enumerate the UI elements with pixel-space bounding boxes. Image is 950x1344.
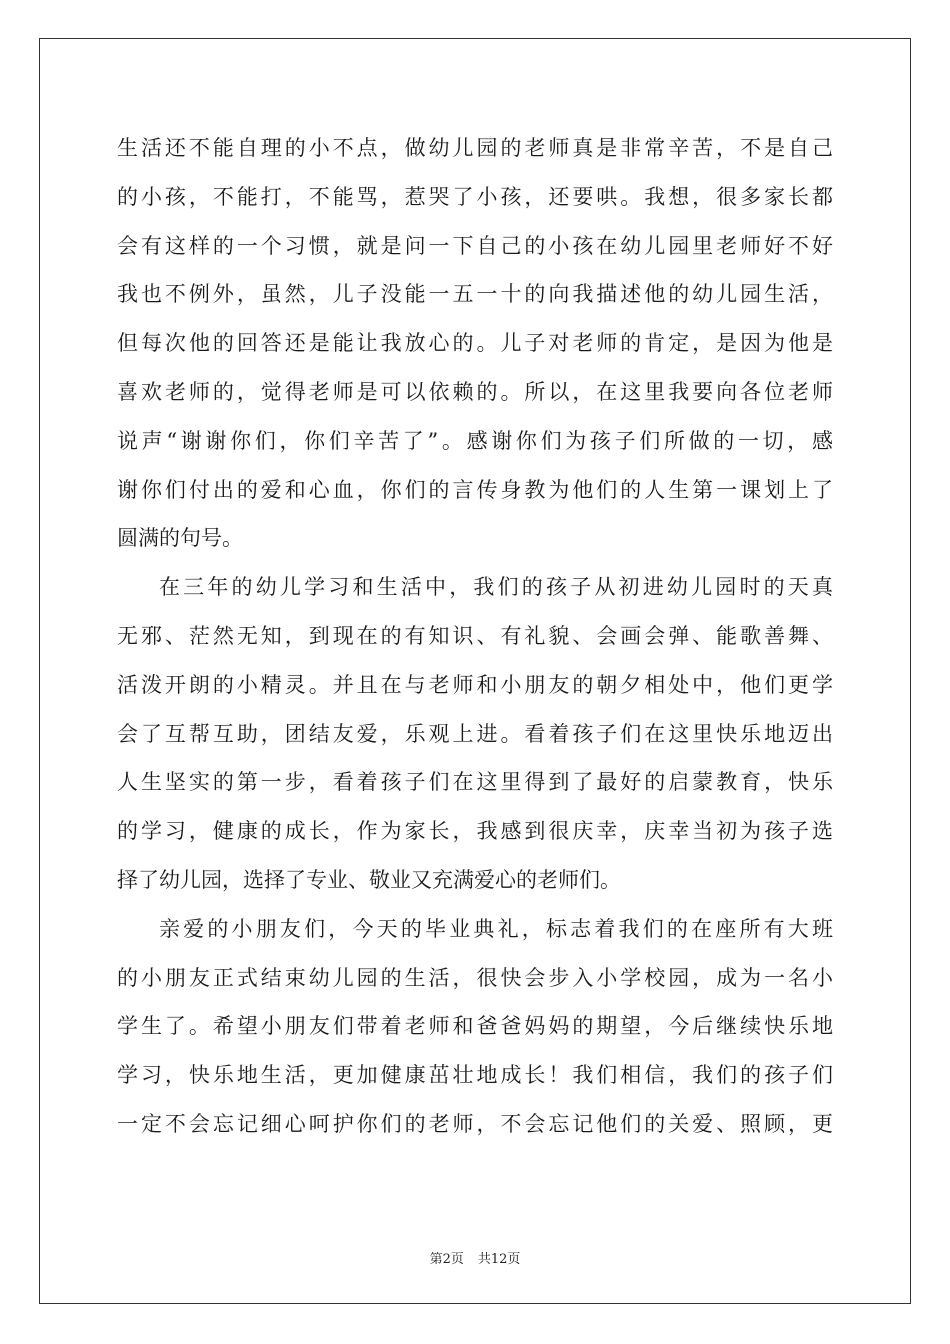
text-line: 生活还不能自理的小不点，做幼儿园的老师真是非常辛苦，不是自己 bbox=[117, 136, 833, 160]
text-line: 会有这样的一个习惯，就是问一下自己的小孩在幼儿园里老师好不好 bbox=[117, 233, 833, 258]
page-number: 第2页 bbox=[429, 1252, 464, 1267]
text-line: 谢你们付出的爱和心血，你们的言传身教为他们的人生第一课划上了 bbox=[117, 477, 833, 502]
text-line: 学生了。希望小朋友们带着老师和爸爸妈妈的期望，今后继续快乐地 bbox=[117, 1014, 833, 1039]
text-line: 的小朋友正式结束幼儿园的生活，很快会步入小学校园，成为一名小 bbox=[117, 965, 833, 990]
text-line: 会了互帮互助，团结友爱，乐观上进。看着孩子们在这里快乐地迈出 bbox=[117, 721, 833, 746]
text-line: 学习，快乐地生活，更加健康茁壮地成长！我们相信，我们的孩子们 bbox=[117, 1063, 833, 1088]
text-line: 人生坚实的第一步，看着孩子们在这里得到了最好的启蒙教育，快乐 bbox=[117, 770, 833, 795]
text-line: 亲爱的小朋友们，今天的毕业典礼，标志着我们的在座所有大班 bbox=[159, 916, 833, 941]
text-line: 说声“谢谢你们，你们辛苦了”。感谢你们为孩子们所做的一切，感 bbox=[117, 428, 833, 453]
text-line: 的小孩，不能打，不能骂，惹哭了小孩，还要哄。我想，很多家长都 bbox=[117, 184, 833, 209]
text-line: 活泼开朗的小精灵。并且在与老师和小朋友的朝夕相处中，他们更学 bbox=[117, 672, 833, 697]
text-line: 在三年的幼儿学习和生活中，我们的孩子从初进幼儿园时的天真 bbox=[159, 575, 833, 600]
page-total: 共12页 bbox=[477, 1252, 521, 1267]
text-line: 的学习，健康的成长，作为家长，我感到很庆幸，庆幸当初为孩子选 bbox=[117, 819, 833, 844]
text-line: 一定不会忘记细心呵护你们的老师，不会忘记他们的关爱、照顾，更 bbox=[117, 1111, 833, 1136]
text-line: 喜欢老师的，觉得老师是可以依赖的。所以，在这里我要向各位老师 bbox=[117, 379, 833, 404]
text-line: 圆满的句号。 bbox=[117, 526, 243, 551]
text-line: 择了幼儿园，选择了专业、敬业又充满爱心的老师们。 bbox=[117, 867, 621, 892]
page-footer bbox=[0, 1248, 950, 1267]
text-line: 但每次他的回答还是能让我放心的。儿子对老师的肯定，是因为他是 bbox=[117, 331, 833, 356]
text-line: 无邪、茫然无知，到现在的有知识、有礼貌、会画会弹、能歌善舞、 bbox=[117, 623, 833, 648]
document-body bbox=[117, 124, 833, 1149]
text-line: 我也不例外，虽然，儿子没能一五一十的向我描述他的幼儿园生活， bbox=[117, 282, 833, 307]
